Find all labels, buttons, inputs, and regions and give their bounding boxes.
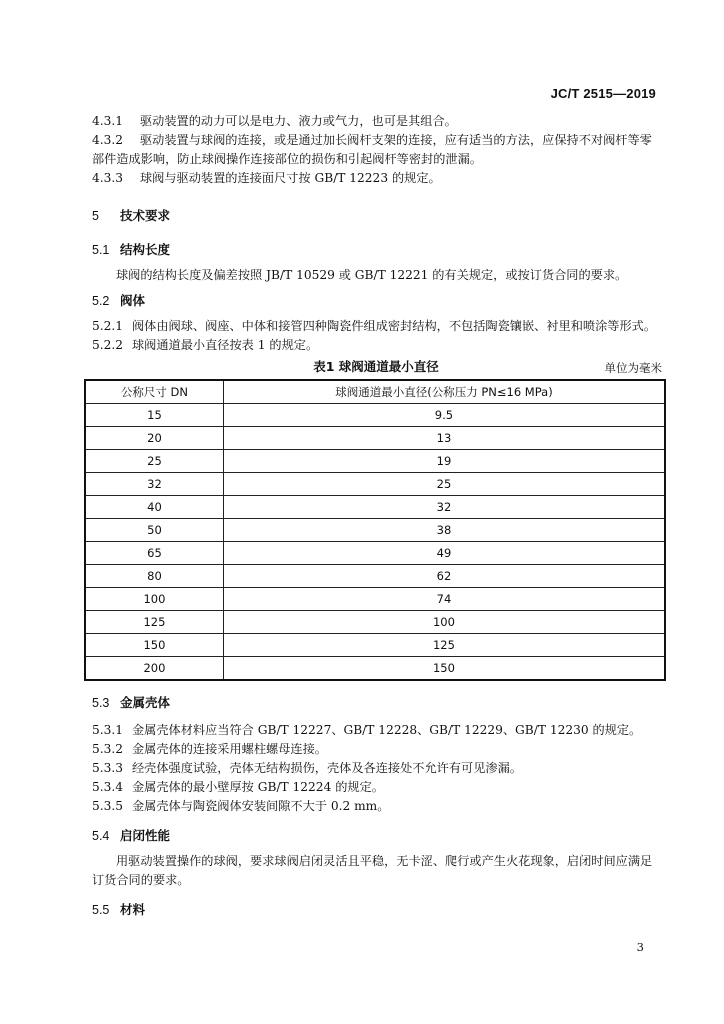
- section-number: 5.3: [92, 696, 110, 710]
- clause-text: 球阀与驱动装置的连接面尺寸按 GB/T 12223 的规定。: [140, 171, 441, 185]
- clause-5-3-4: [92, 778, 660, 797]
- section-number: 5.4: [92, 829, 110, 843]
- clause-number: 5.3.2: [92, 742, 124, 756]
- bore-cell: 150: [223, 657, 665, 681]
- section-title: 技术要求: [120, 208, 171, 223]
- section-number: 5.2: [92, 294, 110, 308]
- section-5-4-text: 用驱动装置操作的球阀，要求球阀启闭灵活且平稳，无卡涩、爬行或产生火花现象，启闭时间应满足订货合同的要求。: [92, 854, 653, 887]
- bore-cell: 100: [223, 611, 665, 634]
- dn-cell: 100: [85, 588, 223, 611]
- clause-5-3-5: [92, 797, 660, 816]
- bore-cell: 49: [223, 542, 665, 565]
- section-5-heading: [92, 206, 660, 226]
- table-row: [85, 657, 665, 681]
- section-5-5-heading: [92, 900, 660, 920]
- table-row: [85, 565, 665, 588]
- bore-cell: 13: [223, 427, 665, 450]
- dn-cell: 65: [85, 542, 223, 565]
- table-row: [85, 588, 665, 611]
- table-row: [85, 542, 665, 565]
- clause-4-3-3: [92, 169, 660, 188]
- document-code: JC/T 2515—2019: [550, 86, 656, 101]
- section-number: 5.5: [92, 903, 110, 917]
- dn-cell: 25: [85, 450, 223, 473]
- clause-number: 5.2.2: [92, 338, 124, 352]
- dn-cell: 20: [85, 427, 223, 450]
- dn-cell: 32: [85, 473, 223, 496]
- section-5-1-heading: [92, 240, 660, 260]
- min-bore-table: [84, 379, 666, 681]
- clause-text: 驱动装置与球阀的连接，或是通过加长阀杆支架的连接，应有适当的方法，应保持不对阀杆等零部件造成影响，防止球阀操作连接部位的损伤和引起阀杆等密封的泄漏。: [92, 133, 652, 166]
- dn-cell: 200: [85, 657, 223, 681]
- bore-cell: 9.5: [223, 404, 665, 427]
- clause-text: 经壳体强度试验，壳体无结构损伤，壳体及各连接处不允许有可见渗漏。: [132, 761, 522, 775]
- dn-cell: 50: [85, 519, 223, 542]
- clause-number: 4.3.2: [92, 133, 124, 147]
- clause-text: 驱动装置的动力可以是电力、液力或气力，也可是其组合。: [140, 114, 457, 128]
- section-title: 材料: [120, 902, 146, 917]
- table-row: [85, 496, 665, 519]
- page-number: 3: [636, 940, 644, 954]
- clause-text: 金属壳体与陶瓷阀体安装间隙不大于 0.2 mm。: [132, 799, 390, 813]
- page-content: [92, 112, 660, 920]
- section-title: 结构长度: [120, 242, 171, 257]
- bore-cell: 125: [223, 634, 665, 657]
- clause-5-2-2: [92, 336, 660, 355]
- clause-text: 金属壳体的连接采用螺柱螺母连接。: [132, 742, 327, 756]
- clause-number: 4.3.1: [92, 114, 124, 128]
- clause-5-2-1: [92, 317, 660, 336]
- bore-cell: 32: [223, 496, 665, 519]
- table-row: [85, 450, 665, 473]
- dn-cell: 15: [85, 404, 223, 427]
- clause-5-3-1: [92, 721, 660, 740]
- clause-text: 阀体由阀球、阀座、中体和接管四种陶瓷件组成密封结构，不包括陶瓷镶嵌、衬里和喷涂等形式。: [132, 319, 657, 333]
- bore-cell: 38: [223, 519, 665, 542]
- dn-cell: 125: [85, 611, 223, 634]
- bore-cell: 74: [223, 588, 665, 611]
- section-title: 阀体: [120, 293, 146, 308]
- table-title: 表1 球阀通道最小直径: [313, 359, 439, 374]
- header-min-bore: 球阀通道最小直径(公称压力 PN≤16 MPa): [223, 380, 665, 404]
- clause-number: 4.3.3: [92, 171, 124, 185]
- dn-cell: 80: [85, 565, 223, 588]
- dn-cell: 40: [85, 496, 223, 519]
- clause-text: 金属壳体材料应当符合 GB/T 12227、GB/T 12228、GB/T 12229、GB/T 12230 的规定。: [132, 723, 642, 737]
- section-number: 5.1: [92, 243, 110, 257]
- table-header-row: [85, 380, 665, 404]
- table-row: [85, 404, 665, 427]
- section-title: 启闭性能: [120, 828, 171, 843]
- clause-number: 5.3.1: [92, 723, 124, 737]
- table-caption: [92, 357, 660, 379]
- section-5-4-heading: [92, 826, 660, 846]
- clause-number: 5.3.3: [92, 761, 124, 775]
- table-row: [85, 634, 665, 657]
- clause-text: 球阀通道最小直径按表 1 的规定。: [132, 338, 319, 352]
- clause-number: 5.2.1: [92, 319, 124, 333]
- clause-5-3-2: [92, 740, 660, 759]
- clause-4-3-2: [92, 131, 660, 169]
- clause-text: 金属壳体的最小壁厚按 GB/T 12224 的规定。: [132, 780, 384, 794]
- clause-number: 5.3.5: [92, 799, 124, 813]
- clause-4-3-1: [92, 112, 660, 131]
- table-row: [85, 473, 665, 496]
- table-row: [85, 427, 665, 450]
- section-number: 5: [92, 209, 99, 223]
- section-5-1-text: 球阀的结构长度及偏差按照 JB/T 10529 或 GB/T 12221 的有关规定，或按订货合同的要求。: [116, 268, 628, 282]
- bore-cell: 19: [223, 450, 665, 473]
- section-title: 金属壳体: [120, 695, 171, 710]
- section-5-3-heading: [92, 693, 660, 713]
- clause-5-3-3: [92, 759, 660, 778]
- table-unit: 单位为毫米: [604, 361, 662, 375]
- table-row: [85, 611, 665, 634]
- section-5-2-heading: [92, 291, 660, 311]
- bore-cell: 25: [223, 473, 665, 496]
- table-row: [85, 519, 665, 542]
- bore-cell: 62: [223, 565, 665, 588]
- header-nominal-size: 公称尺寸 DN: [85, 380, 223, 404]
- dn-cell: 150: [85, 634, 223, 657]
- clause-number: 5.3.4: [92, 780, 124, 794]
